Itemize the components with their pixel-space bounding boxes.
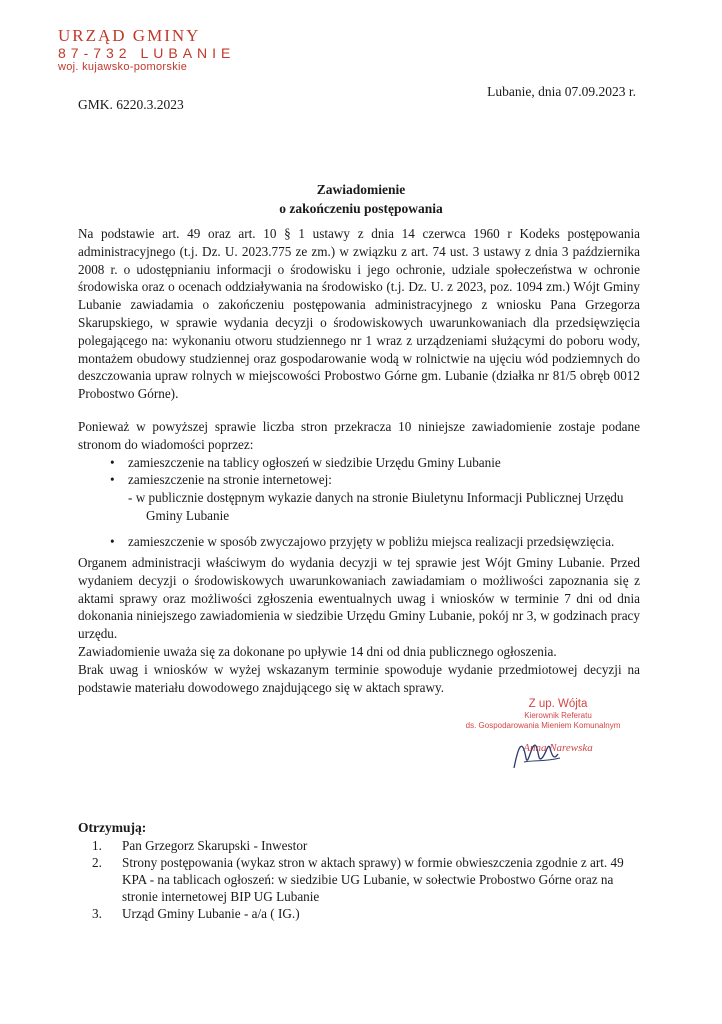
paragraph-procedure: [78, 554, 640, 696]
list-item-text: zamieszczenie na stronie internetowej:: [128, 472, 332, 488]
notification-list: [78, 454, 640, 551]
list-item: [92, 854, 640, 905]
list-item: [108, 454, 640, 472]
signature-name: Anna Narewska: [523, 742, 593, 754]
handwritten-signature-icon: [508, 728, 568, 776]
procedure-text-2: Zawiadomienie uważa się za dokonane po upływie 14 dni od dnia publicznego ogłoszenia.: [78, 643, 557, 659]
list-item: [108, 533, 640, 551]
list-item: [92, 837, 640, 854]
notification-intro: Ponieważ w powyższej sprawie liczba stron przekracza 10 niniejsze zawiadomienie zostaje podane stronom do wiadomości poprzez:: [78, 419, 640, 452]
list-item: [92, 905, 640, 922]
list-item-text: Pan Grzegorz Skarupski - Inwestor: [122, 838, 308, 853]
recipients-list: [80, 837, 640, 922]
list-item-text: Strony postępowania (wykaz stron w aktach sprawy) w formie obwieszczenia zgodnie z art. 49 KPA - na tablicach ogłoszeń: w siedzibie UG Lubanie, w sołectwie Probostwo Górne oraz na stronie internetowej BIP UG Lubanie: [122, 855, 624, 904]
list-number: 2.: [92, 855, 102, 870]
title-line-1: Zawiadomienie: [316, 182, 406, 197]
recipients-heading: Otrzymują:: [78, 820, 147, 835]
list-item-text: Urząd Gminy Lubanie - a/a ( IG.): [122, 906, 300, 921]
list-number: 1.: [92, 838, 102, 853]
stamp-line-postcode: 87-732 LUBANIE: [58, 45, 236, 61]
list-item-text: zamieszczenie w sposób zwyczajowo przyjęty w pobliżu miejsca realizacji przedsięwzięcia.: [128, 533, 615, 549]
signature-position: Kierownik Referatu: [524, 711, 592, 720]
signature-authorization: Z up. Wójta: [528, 698, 588, 710]
sub-list-text-b: Gminy Lubanie: [146, 507, 230, 523]
stamp-line-region: woj. kujawsko-pomorskie: [58, 61, 188, 73]
sub-list-text-a: - w publicznie dostępnym wykazie danych na stronie Biuletynu Informacji Publicznej Urzędu: [128, 490, 624, 506]
procedure-text-3: Brak uwag i wniosków w wyżej wskazanym terminie spowoduje wydanie przedmiotowej decyzji na podstawie materiału dowodowego znajdującego się w aktach sprawy.: [78, 661, 640, 695]
sub-list-item: [128, 489, 640, 525]
stamp-line-office: URZĄD GMINY: [58, 26, 201, 45]
title-line-2: o zakończeniu postępowania: [279, 201, 443, 216]
place-and-date: Lubanie, dnia 07.09.2023 r.: [487, 84, 636, 99]
paragraph-legal-basis: Na podstawie art. 49 oraz art. 10 § 1 ustawy z dnia 14 czerwca 1960 r Kodeks postępowania administracyjnego (t.j. Dz. U. 2023.775 ze zm.) w związku z art. 74 ust. 3 ustawy z dnia 3 października 2008 r. o udostępnianiu informacji o środowisku i jego ochronie, udziale społeczeństwa w ochronie środowiska oraz o ocenach oddziaływania na środowisko (t.j. Dz. U. z 2023, poz. 1094 zm.) Wójt Gminy Lubanie zawiadamia o zakończeniu postępowania administracyjnego z wniosku Pana Grzegorza Skarupskiego, w sprawie wydania decyzji o środowiskowych uwarunkowaniach dla przedsięwzięcia polegającego na: wykonaniu otworu studziennego nr 1 wraz z urządzeniami służącymi do poboru wody, montażem obudowy studziennej oraz gospodarowanie wodą w rolnictwie na ujęciu wód podziemnych do deszczowania upraw rolnych w miejscowości Probostwo Górne gm. Lubanie (działka nr 81/5 obręb 0012 Probostwo Górne).: [78, 226, 640, 402]
list-number: 3.: [92, 906, 102, 921]
paragraph-notification-methods: [78, 418, 640, 551]
reference-number: GMK. 6220.3.2023: [78, 97, 184, 112]
signature-department: ds. Gospodarowania Mieniem Komunalnym: [465, 721, 621, 730]
procedure-text-1: Organem administracji właściwym do wydania decyzji w tej sprawie jest Wójt Gminy Lubanie. Przed wydaniem decyzji o środowiskowych uwarunkowaniach zawiadamiam o możliwości zapoznania się z aktami sprawy oraz możliwości zgłoszenia ewentualnych uwag i wniosków w terminie 7 dni od dnia dokonania niniejszego zawiadomienia w siedzibie Urzędu Gminy Lubanie, pokój nr 3, w godzinach pracy urzędu.: [78, 555, 640, 642]
list-item: [108, 471, 640, 524]
list-item-text: zamieszczenie na tablicy ogłoszeń w siedzibie Urzędu Gminy Lubanie: [128, 454, 501, 470]
document-title: [0, 180, 722, 218]
office-stamp: [58, 26, 235, 74]
